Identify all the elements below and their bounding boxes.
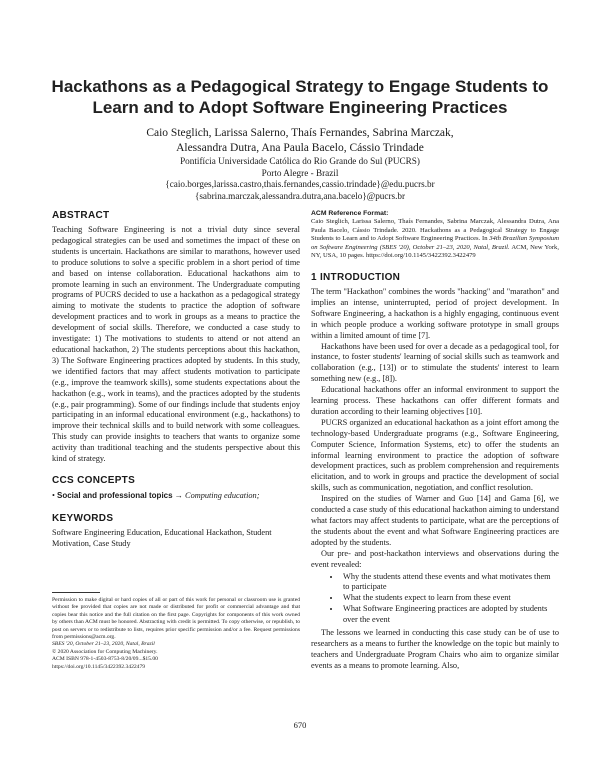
list-item: • What Software Engineering practices are adopted by students over the event [341,604,559,626]
findings-list [311,572,559,627]
authors-line-1: Caio Steglich, Larissa Salerno, Thaís Fernandes, Sabrina Marczak, [146,127,454,139]
keywords-heading: KEYWORDS [52,512,114,524]
intro-paragraph: PUCRS organized an educational hackathon as a joint effort among the technology-based Undergraduate programs (e.g., Software Engineering, Computer Science, Information Systems, etc) to offer the students an informal learning environment to practice the adoption of software development practices, such as problem comprehension and requirements elicitation, and to work in groups and practice the development of social skills, such as communication, negotiation, and conflict resolution. [311,417,559,493]
intro-paragraph: Educational hackathons offer an informal environment to support the learning process. These hackathons can offer different formats and duration according to their learning objectives [10]. [311,385,559,416]
keywords-text: Software Engineering Education, Educational Hackathon, Student Motivation, Case Study [52,527,272,548]
footnote-isbn: ACM ISBN 978-1-4503-8753-8/20/09...$15.00 [52,656,158,663]
abstract-text: Teaching Software Engineering is not a trivial duty since several pedagogical strategies can be used and sometimes the impact of these on students is uncertain. Hackathons are similar to marathons, however used to produce solutions to solve a specific problem in a short period of time and based on intense collaboration. Educational hackathons aim to promote learning in such an environment. The Undergraduate computing programs of PUCRS decided to use a hackathon as a pedagogical strategy aiming to motivate the students to practice the adoption of software development practices and to work in groups as a means to practice the development of social skills. Therefore, we conducted a case study to investigate: 1) The motivations to students to attend or not attend an educational hackathon, 2) The students perceptions about this hackathon, 3) The Software Engineering practices adopted by students. In this study, we identified factors that may affect students motivation to participate (e.g., improve the teamwork skills), some students expectations about the hackathon (e.g., work in teams), and the practices adopted by the students (e.g., pair programming). Some of our findings include that students enjoy participating in an informal educational environment (e.g., hackathons) to improve their technical skills and to build network with some colleagues. This study can provide insights to teachers that wants to organize some activity than traditional teaching and the students perspective about this kind of strategy. [52,225,300,464]
paper-title: Hackathons as a Pedagogical Strategy to Engage Students to Learn and to Adopt Software Engineering Practices [51,77,549,117]
list-item: • What the students expect to learn from these event [341,593,559,604]
ccs-bullet: • [52,490,55,500]
intro-paragraph: Hackathons have been used for over a decade as a pedagogical tool, for instance, to foster students' learning of social skills such as teamwork and collaboration (e.g., [13]) or to stimulate the students' interest to learn something new (e.g., [8]). [311,341,559,384]
page-number: 670 [293,720,307,730]
acm-ref-venue: 34th Brazilian Symposium on Software Engineering (SBES '20), October 21–23, 2020, Natal, Brazil. [311,235,559,251]
list-item: • Why the students attend these events and what motivates them to participate [341,572,559,594]
acm-ref-heading: ACM Reference Format: [311,210,389,217]
ccs-concepts [52,490,300,501]
intro-paragraph: Our pre- and post-hackathon interviews and observations during the event revealed: [311,548,559,569]
footnote-copyright: © 2020 Association for Computing Machinery. [52,648,158,655]
footnote-rule [52,592,100,593]
author-block [40,126,560,202]
authors-line-2: Alessandra Dutra, Ana Paula Bacelo, Cássio Trindade [176,142,424,154]
emails-line-1: {caio.borges,larissa.castro,thais.fernandes,cassio.trindade}@edu.pucrs.br [165,179,435,189]
footnote-doi: https://doi.org/10.1145/3422392.3422479 [52,663,146,670]
footnote [52,592,300,671]
ccs-topic: Social and professional topics [56,490,173,500]
location: Porto Alegre - Brazil [261,167,339,178]
abstract-heading: ABSTRACT [52,210,110,221]
affiliation: Pontifícia Universidade Católica do Rio Grande do Sul (PUCRS) [180,156,420,166]
intro-heading: 1 INTRODUCTION [311,271,401,283]
right-column [311,210,559,672]
intro-paragraph: The term "Hackathon" combines the words "hacking" and "marathon" and implies an intense, uninterrupted, period of project development. In Software Engineering, a hackathon is a highly engaging, continuous event in which people produce a working software prototype in small groups within a limited amount of time [7]. [311,286,559,340]
acm-ref-text: Caio Steglich, Larissa Salerno, Thaís Fernandes, Sabrina Marczak, Alessandra Dutra, Ana Paula Bacelo, Cássio Trindade. 2020. Hackathons as a Pedagogical Strategy to Engage Students to Learn and to Adopt Software Engineering Practices. In 34th Brazilian Symposium on Software Engineering (SBES '20), October 21–23, 2020, Natal, Brazil. ACM, New York, NY, USA, 10 pages. https://doi.org/10.1145/3422392.3422479 [311,218,559,260]
ccs-arrow: → [174,490,183,500]
ccs-subtopic: Computing education; [185,490,260,500]
intro-paragraph: The lessons we learned in conducting this case study can be of use to researchers as a means to further the knowledge on the topic but mainly to teachers and Undergraduate Program Chairs who aim to organize similar events as a means to promote learning. Also, [311,628,559,670]
left-column [52,210,300,550]
ccs-heading: CCS CONCEPTS [52,474,136,486]
emails-line-2: {sabrina.marczak,alessandra.dutra,ana.bacelo}@pucrs.br [194,190,406,201]
intro-paragraph: Inspired on the studies of Warner and Guo [14] and Gama [6], we conducted a case study of this educational hackathon aiming to understand what factors may affect students to participate, what are the perceptions of the students about the event and what Software Engineering practices are adopted by the students. [311,494,559,547]
permission-notice: Permission to make digital or hard copies of all or part of this work for personal or classroom use is granted without fee provided that copies are not made or distributed for profit or commercial advantage and that copies bear this notice and the full citation on the first page. Copyrights for components of this work owned by others than ACM must be honored. Abstracting with credit is permitted. To copy otherwise, or republish, to post on servers or to redistribute to lists, requires prior specific permission and/or a fee. Request permissions from permissions@acm.org. [52,597,300,641]
footnote-venue: SBES '20, October 21–23, 2020, Natal, Brazil [52,641,155,648]
